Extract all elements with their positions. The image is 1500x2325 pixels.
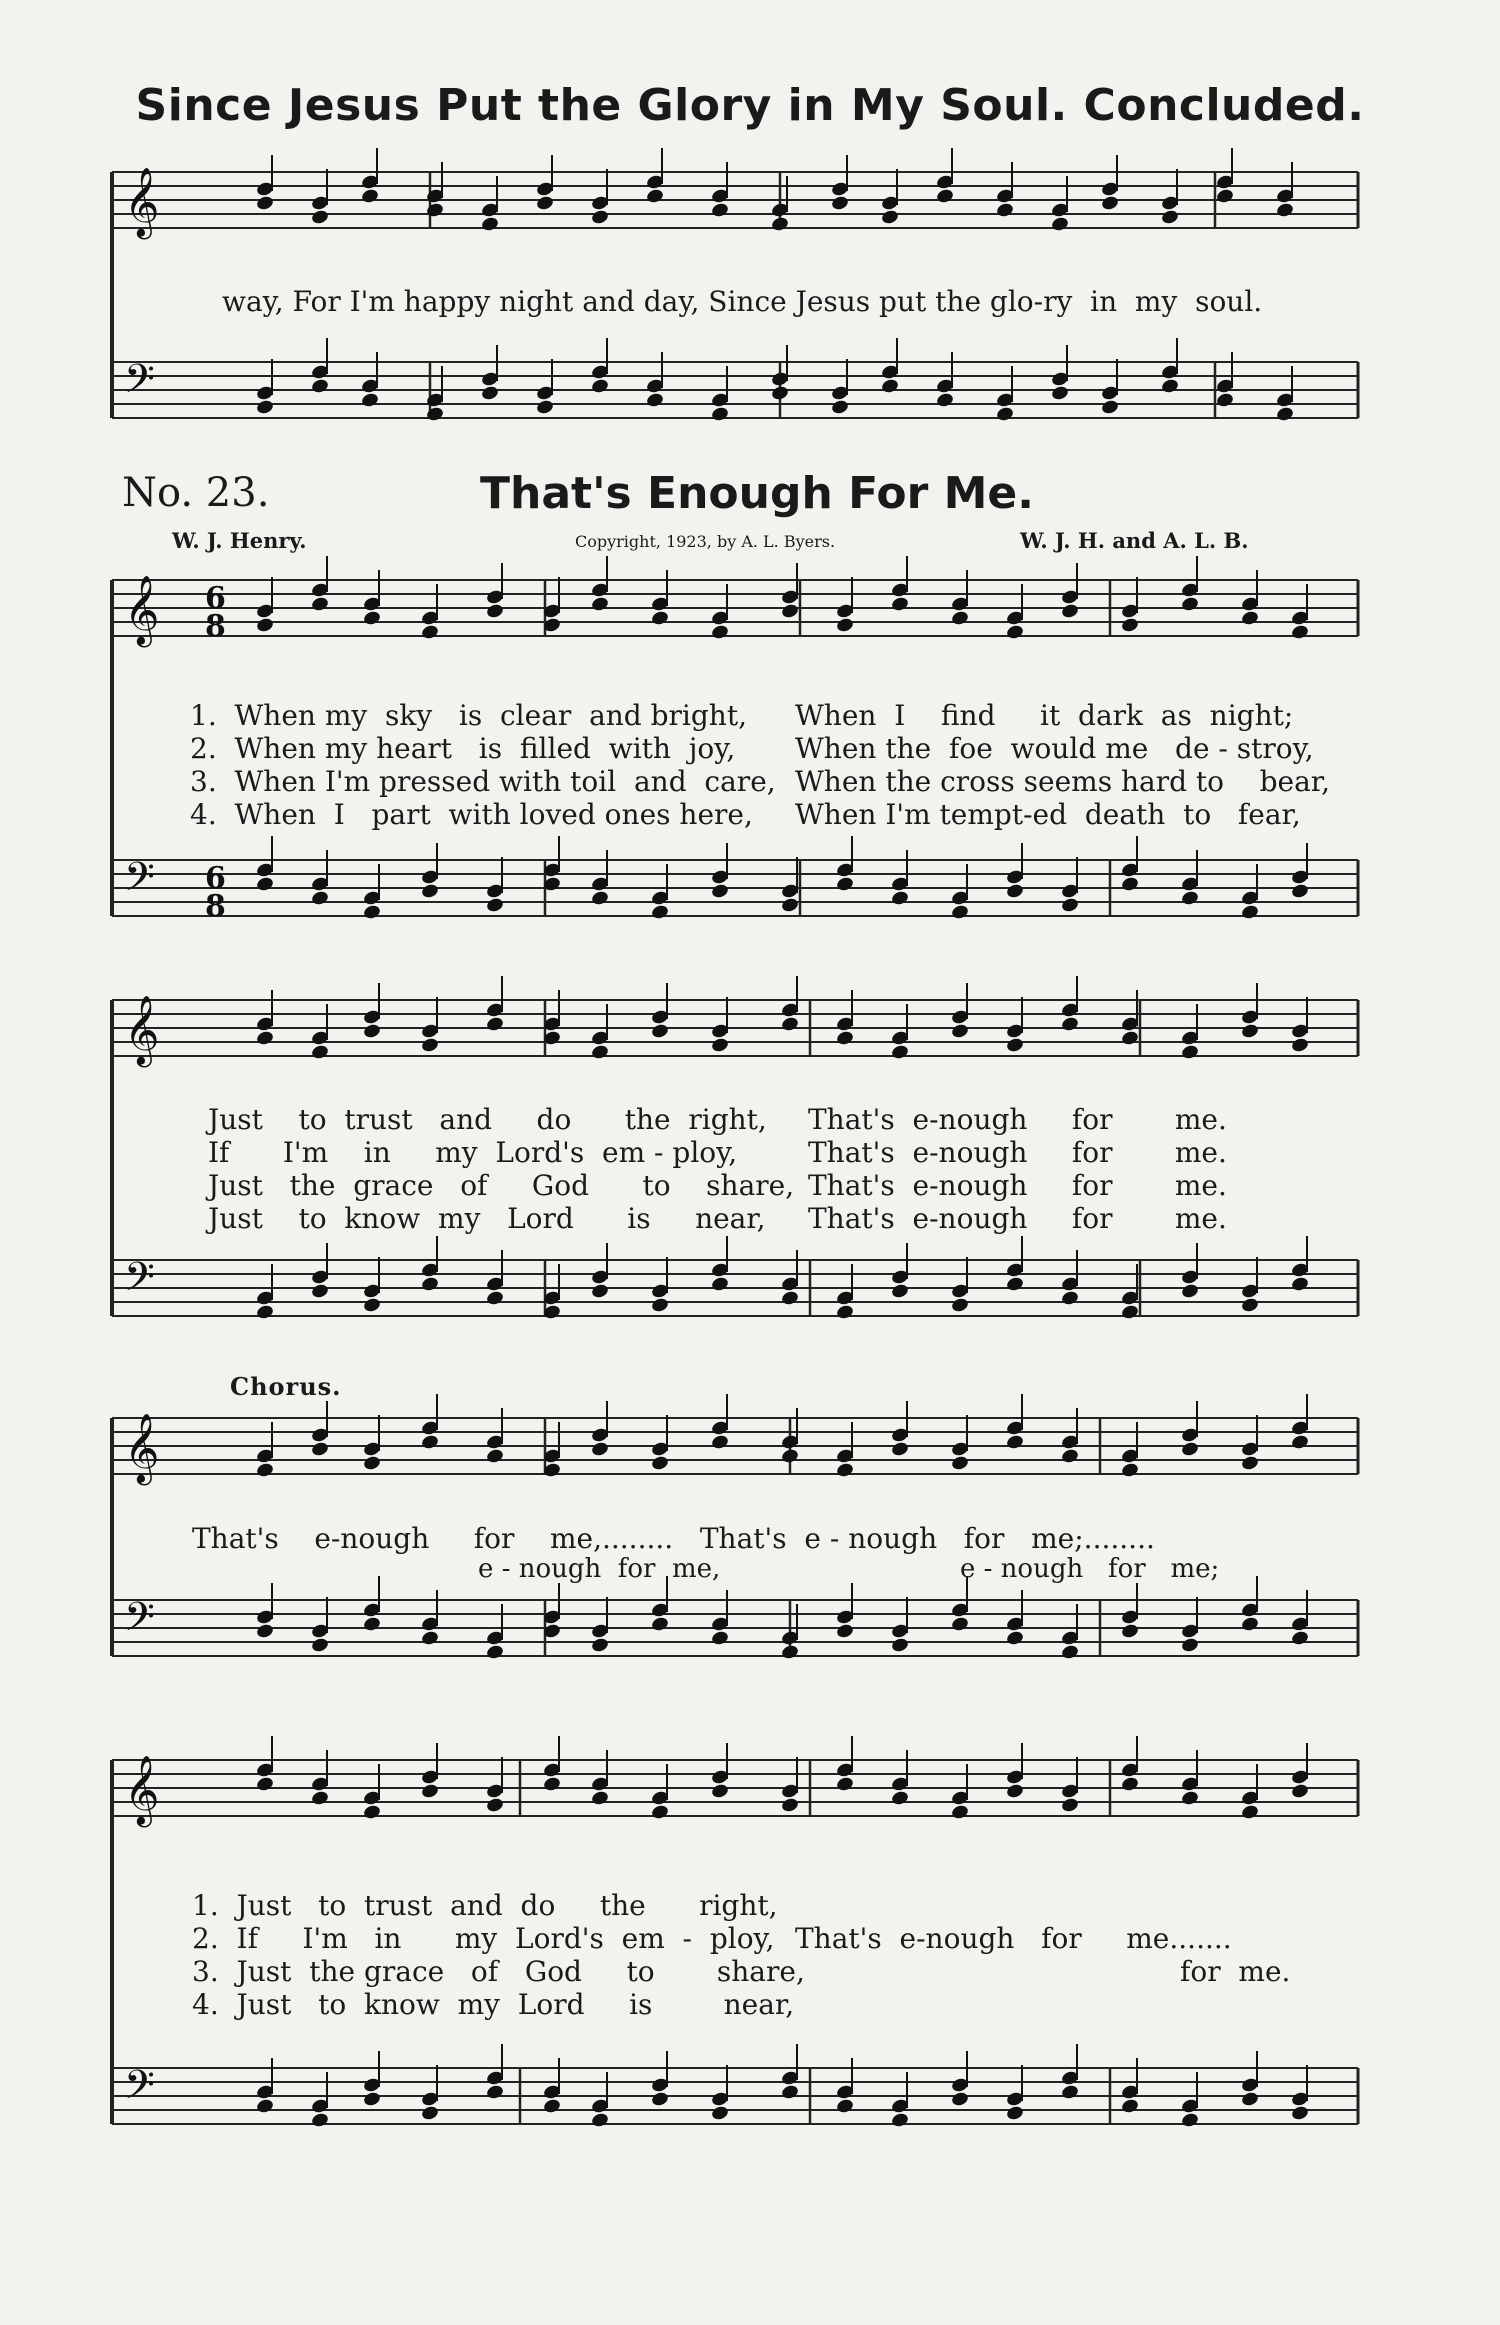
final-system-treble-note: [1120, 1776, 1139, 1793]
verse-system-1-bass-note: [1240, 904, 1259, 921]
top-system-treble-note: [645, 188, 664, 205]
verse-system-1-treble-note: [255, 617, 274, 634]
verse-line-1c: Just to trust and do the right,: [208, 1103, 767, 1136]
chorus-system-bass-note: [835, 1623, 854, 1640]
chorus-system-treble-note: [420, 1434, 439, 1451]
top-system-treble-note: [360, 188, 379, 205]
final-system-treble-note: [420, 1783, 439, 1800]
final-system-treble-clef-icon: 𝄞: [124, 1755, 160, 1825]
verse-system-2-treble-clef-icon: 𝄞: [124, 995, 160, 1065]
chorus-system-bass-note: [1290, 1630, 1309, 1647]
top-system-treble-note: [590, 209, 609, 226]
final-system-bass-note: [835, 2098, 854, 2115]
top-system-treble-note: [425, 202, 444, 219]
verse-system-2-bass-note: [1060, 1290, 1079, 1307]
chorus-system-treble-note: [710, 1434, 729, 1451]
ts-bass-denominator: 8: [205, 889, 226, 924]
chorus-system-treble-note: [780, 1448, 799, 1465]
verse-system-1-treble-note: [1180, 596, 1199, 613]
top-system-bass-note: [1275, 406, 1294, 423]
verse-system-2-bass-note: [1240, 1297, 1259, 1314]
final-verse-1: 1. Just to trust and do the right,: [192, 1889, 778, 1922]
chorus-system-treble-note: [950, 1455, 969, 1472]
final-system-bass-note: [542, 2098, 561, 2115]
verse-system-2-treble-note: [1060, 1016, 1079, 1033]
copyright-notice: Copyright, 1923, by A. L. Byers.: [575, 532, 836, 551]
composer-credit: W. J. Henry.: [172, 528, 307, 553]
verse-line-1a: 1. When my sky is clear and bright,: [190, 699, 747, 732]
top-system-bass-note: [830, 399, 849, 416]
verse-system-1-treble-note: [1240, 610, 1259, 627]
verse-system-2-treble-note: [485, 1016, 504, 1033]
verse-system-1-treble-note: [310, 596, 329, 613]
verse-system-1-bass-note: [780, 897, 799, 914]
chorus-system-treble-note: [835, 1462, 854, 1479]
chorus-system-treble-note: [590, 1441, 609, 1458]
verse-system-2-bass-note: [780, 1290, 799, 1307]
verse-system-1-bass-note: [950, 904, 969, 921]
verse-system-2-treble-note: [590, 1044, 609, 1061]
chorus-system-bass-note: [590, 1637, 609, 1654]
top-system-treble-note: [480, 216, 499, 233]
verse-system-1-treble-note: [650, 610, 669, 627]
chorus-system-bass-note: [255, 1623, 274, 1640]
chorus-system-bass-note: [710, 1630, 729, 1647]
final-system-treble-note: [1180, 1790, 1199, 1807]
top-system-treble-note: [1050, 216, 1069, 233]
top-system-bass-note: [480, 385, 499, 402]
verse-system-1-treble-note: [1120, 617, 1139, 634]
verse-system-2-treble-note: [362, 1023, 381, 1040]
verse-system-2-treble-note: [1240, 1023, 1259, 1040]
verse-system-2-treble-note: [650, 1023, 669, 1040]
verse-system-1-treble-note: [950, 610, 969, 627]
top-system-bass-note: [645, 392, 664, 409]
verse-line-2a: 2. When my heart is filled with joy,: [190, 732, 736, 765]
ts-treble-numerator: 6: [205, 581, 226, 616]
final-system-bass-note: [1120, 2098, 1139, 2115]
chorus-system-treble-note: [1180, 1441, 1199, 1458]
verse-system-2-treble-note: [1180, 1044, 1199, 1061]
chorus-label: Chorus.: [230, 1372, 342, 1401]
top-system-treble-note: [935, 188, 954, 205]
hymn-title: That's Enough For Me.: [480, 468, 1034, 519]
verse-system-2-bass-note: [590, 1283, 609, 1300]
verse-system-2-bass-note: [420, 1276, 439, 1293]
verse-system-2-treble-note: [890, 1044, 909, 1061]
verse-line-4c: Just to know my Lord is near,: [208, 1202, 766, 1235]
chorus-line-2: e - nough for me, e - nough for me;: [478, 1554, 1220, 1584]
top-system-treble-note: [880, 209, 899, 226]
verse-system-1-treble-note: [890, 596, 909, 613]
verse-system-2-treble-note: [780, 1016, 799, 1033]
verse-system-1-bass-note: [1120, 876, 1139, 893]
final-system-bass-note: [590, 2112, 609, 2129]
top-system-treble-note: [535, 195, 554, 212]
top-system-treble-note: [770, 216, 789, 233]
verse-system-1-treble-note: [362, 610, 381, 627]
chorus-system-bass-note: [650, 1616, 669, 1633]
top-system-treble-note: [255, 195, 274, 212]
verse-system-1-treble-note: [780, 603, 799, 620]
final-system-bass-note: [310, 2112, 329, 2129]
final-system-bass-note: [1240, 2091, 1259, 2108]
final-system-treble-note: [590, 1790, 609, 1807]
verse-line-3c: Just the grace of God to share,: [208, 1169, 795, 1202]
verse-system-1-bass-note: [890, 890, 909, 907]
chorus-system-treble-note: [890, 1441, 909, 1458]
top-system-treble-note: [710, 202, 729, 219]
top-system-treble-note: [1160, 209, 1179, 226]
verse-system-2-treble-note: [420, 1037, 439, 1054]
top-system-treble-clef-icon: 𝄞: [124, 167, 160, 237]
top-system-bass-note: [1050, 385, 1069, 402]
verse-line-4d: That's e-nough for me.: [808, 1202, 1227, 1235]
final-system-bass-note: [710, 2105, 729, 2122]
top-system-bass-note: [770, 385, 789, 402]
final-system-treble-note: [542, 1776, 561, 1793]
final-system-treble-note: [780, 1797, 799, 1814]
final-system-bass-note: [950, 2091, 969, 2108]
prev-song-lyric: way, For I'm happy night and day, Since Jesus put the glo-ry in my soul.: [222, 285, 1263, 318]
chorus-system-bass-note: [420, 1630, 439, 1647]
chorus-line-1: That's e-nough for me,........ That's e - nough for me;........: [192, 1522, 1155, 1555]
verse-line-2b: When the foe would me de - stroy,: [795, 732, 1314, 765]
final-verse-4: 4. Just to know my Lord is near,: [192, 1988, 795, 2021]
top-system-bass-note: [590, 378, 609, 395]
verse-system-1-bass-note: [255, 876, 274, 893]
final-system-bass-note: [1060, 2084, 1079, 2101]
chorus-system-treble-note: [362, 1455, 381, 1472]
chorus-system-bass-note: [1180, 1637, 1199, 1654]
final-system-bass-note: [1180, 2112, 1199, 2129]
verse-line-4b: When I'm tempt-ed death to fear,: [795, 798, 1301, 831]
chorus-system-treble-note: [1060, 1448, 1079, 1465]
chorus-system-bass-note: [485, 1644, 504, 1661]
verse-system-1-treble-clef-icon: 𝄞: [124, 575, 160, 645]
top-system-bass-note: [425, 406, 444, 423]
top-system-bass-note: [535, 399, 554, 416]
chorus-system-treble-note: [650, 1455, 669, 1472]
verse-system-1-bass-clef-icon: 𝄢: [124, 854, 155, 910]
verse-line-2d: That's e-nough for me.: [808, 1136, 1227, 1169]
top-system-bass-note: [880, 378, 899, 395]
final-system-treble-note: [710, 1783, 729, 1800]
verse-system-1-treble-note: [590, 596, 609, 613]
verse-system-2-treble-note: [835, 1030, 854, 1047]
verse-system-2-treble-note: [1005, 1037, 1024, 1054]
top-system-treble-note: [1100, 195, 1119, 212]
top-system-treble-note: [995, 202, 1014, 219]
verse-system-2-bass-note: [890, 1283, 909, 1300]
top-system-bass-note: [935, 392, 954, 409]
verse-system-1-treble-note: [485, 603, 504, 620]
final-refrain: That's e-nough for me.......: [795, 1922, 1232, 1955]
chorus-system-bass-note: [1120, 1623, 1139, 1640]
verse-system-1-bass-note: [1060, 897, 1079, 914]
verse-line-3b: When the cross seems hard to bear,: [795, 765, 1331, 798]
top-system-treble-note: [1275, 202, 1294, 219]
verse-line-1b: When I find it dark as night;: [795, 699, 1294, 732]
verse-system-1-bass-note: [1005, 883, 1024, 900]
top-system-bass-note: [710, 406, 729, 423]
final-system-treble-note: [1240, 1804, 1259, 1821]
verse-system-2-treble-note: [1120, 1030, 1139, 1047]
verse-system-1-treble-note: [710, 624, 729, 641]
verse-system-1-bass-note: [710, 883, 729, 900]
verse-system-2-bass-note: [835, 1304, 854, 1321]
verse-system-2-treble-note: [710, 1037, 729, 1054]
final-system-treble-note: [835, 1776, 854, 1793]
top-system-bass-note: [1215, 392, 1234, 409]
verse-system-1-bass-note: [485, 897, 504, 914]
verse-line-4a: 4. When I part with loved ones here,: [190, 798, 753, 831]
verse-system-1-treble-note: [1290, 624, 1309, 641]
verse-system-2-bass-note: [362, 1297, 381, 1314]
chorus-system-bass-note: [362, 1616, 381, 1633]
final-system-bass-note: [362, 2091, 381, 2108]
verse-system-1-treble-note: [1060, 603, 1079, 620]
final-system-bass-note: [1290, 2105, 1309, 2122]
final-system-bass-note: [1005, 2105, 1024, 2122]
ts-bass-numerator: 6: [205, 861, 226, 896]
verse-system-2-bass-clef-icon: 𝄢: [124, 1254, 155, 1310]
verse-system-2-bass-note: [1120, 1304, 1139, 1321]
verse-line-3a: 3. When I'm pressed with toil and care,: [190, 765, 776, 798]
top-system-bass-note: [360, 392, 379, 409]
final-system-bass-note: [255, 2098, 274, 2115]
verse-line-3d: That's e-nough for me.: [808, 1169, 1227, 1202]
verse-system-2-treble-note: [1290, 1037, 1309, 1054]
final-system-treble-note: [485, 1797, 504, 1814]
chorus-system-treble-note: [1240, 1455, 1259, 1472]
verse-system-1-treble-note: [1005, 624, 1024, 641]
final-system-bass-note: [780, 2084, 799, 2101]
final-system-treble-note: [255, 1776, 274, 1793]
chorus-system-treble-note: [310, 1441, 329, 1458]
top-system-bass-clef-icon: 𝄢: [124, 356, 155, 412]
chorus-system-bass-note: [780, 1644, 799, 1661]
chorus-system-bass-note: [950, 1616, 969, 1633]
top-system-bass-note: [255, 399, 274, 416]
final-verse-3: 3. Just the grace of God to share,: [192, 1955, 805, 1988]
verse-system-2-bass-note: [1005, 1276, 1024, 1293]
verse-system-1-bass-note: [420, 883, 439, 900]
chorus-system-treble-note: [485, 1448, 504, 1465]
verse-system-2-bass-note: [1290, 1276, 1309, 1293]
final-system-treble-note: [950, 1804, 969, 1821]
final-system-treble-note: [1005, 1783, 1024, 1800]
top-system-treble-note: [310, 209, 329, 226]
chorus-system-bass-note: [1005, 1630, 1024, 1647]
final-system-treble-note: [890, 1790, 909, 1807]
verse-system-2-bass-note: [1180, 1283, 1199, 1300]
final-verse-2: 2. If I'm in my Lord's em - ploy,: [192, 1922, 775, 1955]
final-system-treble-note: [1060, 1797, 1079, 1814]
final-system-treble-note: [1290, 1783, 1309, 1800]
final-system-treble-note: [310, 1790, 329, 1807]
lyricist-credit: W. J. H. and A. L. B.: [1020, 528, 1249, 553]
top-system-bass-note: [1100, 399, 1119, 416]
chorus-system-treble-note: [255, 1462, 274, 1479]
verse-system-1-bass-note: [310, 890, 329, 907]
verse-line-1d: That's e-nough for me.: [808, 1103, 1227, 1136]
chorus-system-bass-note: [1240, 1616, 1259, 1633]
chorus-system-treble-clef-icon: 𝄞: [124, 1413, 160, 1483]
verse-system-2-bass-note: [650, 1297, 669, 1314]
final-system-bass-clef-icon: 𝄢: [124, 2062, 155, 2118]
verse-system-1-treble-note: [420, 624, 439, 641]
page-title: Since Jesus Put the Glory in My Soul. Concluded.: [135, 80, 1365, 131]
verse-line-2c: If I'm in my Lord's em - ploy,: [208, 1136, 738, 1169]
chorus-system-bass-note: [890, 1637, 909, 1654]
verse-system-1-bass-note: [1290, 883, 1309, 900]
chorus-system-bass-note: [310, 1637, 329, 1654]
verse-system-1-bass-note: [362, 904, 381, 921]
final-system-treble-note: [362, 1804, 381, 1821]
verse-system-2-bass-note: [710, 1276, 729, 1293]
final-system-bass-note: [420, 2105, 439, 2122]
verse-system-2-treble-note: [950, 1023, 969, 1040]
verse-system-2-bass-note: [255, 1304, 274, 1321]
verse-system-2-treble-note: [310, 1044, 329, 1061]
verse-system-1-bass-note: [1180, 890, 1199, 907]
final-refrain-tail: for me.: [1180, 1955, 1291, 1988]
chorus-system-bass-clef-icon: 𝄢: [124, 1594, 155, 1650]
chorus-system-treble-note: [1290, 1434, 1309, 1451]
verse-system-1-treble-note: [835, 617, 854, 634]
hymn-number: No. 23.: [122, 470, 270, 516]
chorus-system-treble-note: [1120, 1462, 1139, 1479]
chorus-system-treble-note: [1005, 1434, 1024, 1451]
verse-system-2-bass-note: [950, 1297, 969, 1314]
final-system-bass-note: [890, 2112, 909, 2129]
top-system-bass-note: [1160, 378, 1179, 395]
top-system-bass-note: [995, 406, 1014, 423]
verse-system-1-bass-note: [650, 904, 669, 921]
top-system-treble-note: [830, 195, 849, 212]
top-system-bass-note: [310, 378, 329, 395]
verse-system-2-treble-note: [255, 1030, 274, 1047]
verse-system-1-bass-note: [590, 890, 609, 907]
ts-treble-denominator: 8: [205, 609, 226, 644]
final-system-bass-note: [485, 2084, 504, 2101]
chorus-system-bass-note: [1060, 1644, 1079, 1661]
verse-system-2-bass-note: [485, 1290, 504, 1307]
final-system-bass-note: [650, 2091, 669, 2108]
final-system-treble-note: [650, 1804, 669, 1821]
top-system-treble-note: [1215, 188, 1234, 205]
verse-system-1-bass-note: [835, 876, 854, 893]
verse-system-2-bass-note: [310, 1283, 329, 1300]
